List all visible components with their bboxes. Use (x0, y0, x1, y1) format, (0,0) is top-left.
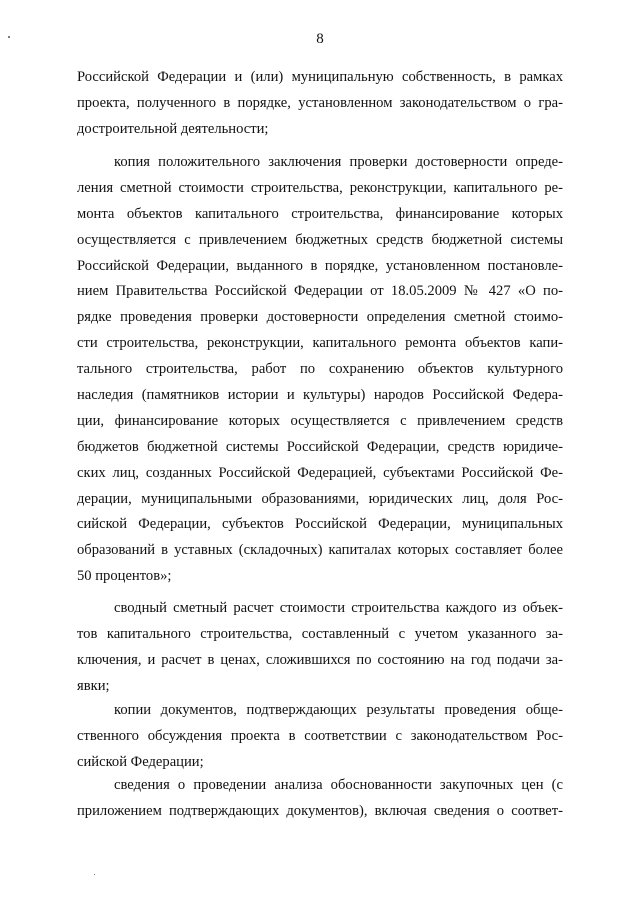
text-line: ции, финансирование которых осуществляется с привлечением средств (77, 412, 563, 429)
page-number: 8 (316, 31, 324, 47)
text-line: достроительной деятельности; (77, 120, 269, 137)
text-line: нием Правительства Российской Федерации от 18.05.2009 № 427 «О по- (77, 283, 563, 300)
text-line: сти строительства, реконструкции, капитального ремонта объектов капи- (77, 335, 563, 352)
text-line: осуществляется с привлечением бюджетных средств бюджетной системы (77, 231, 563, 248)
scan-speck (94, 874, 95, 875)
text-line: проекта, полученного в порядке, установленном законодательством о гра- (77, 94, 563, 111)
text-line: явки; (77, 677, 110, 694)
text-line: сийской Федерации, субъектов Российской Федерации, муниципальных (77, 516, 563, 533)
text-line: Российской Федерации и (или) муниципальную собственность, в рамках (77, 69, 563, 85)
text-line: ления сметной стоимости строительства, реконструкции, капитального ре- (77, 179, 563, 196)
text-line: 50 процентов»; (77, 568, 172, 585)
text-line: дерации, муниципальными образованиями, юридических лиц, доля Рос- (77, 490, 563, 507)
text-line: образований в уставных (складочных) капиталах которых составляет более (77, 542, 563, 559)
paragraph-5 (77, 773, 563, 825)
text-line: ских лиц, созданных Российской Федерацией, субъектами Российской Фе- (77, 464, 563, 481)
paragraph-4 (77, 698, 563, 776)
text-line: Российской Федерации, выданного в порядке, установленном постановле- (77, 257, 563, 274)
text-line: сийской Федерации; (77, 753, 204, 770)
paragraph-1 (77, 65, 563, 143)
text-line: ключения, и расчет в ценах, сложившихся по состоянию на год подачи за- (77, 651, 563, 668)
text-line: бюджетов бюджетной системы Российской Федерации, средств юридиче- (77, 438, 563, 455)
text-line: тов капитального строительства, составленный с учетом указанного за- (77, 625, 563, 642)
text-line: сводный сметный расчет стоимости строительства каждого из объек- (114, 600, 563, 616)
text-line: монта объектов капитального строительства, финансирование которых (77, 205, 563, 222)
text-line: наследия (памятников истории и культуры) народов Российской Федера- (77, 387, 563, 404)
text-line: копия положительного заключения проверки достоверности опреде- (114, 154, 563, 170)
text-line: копии документов, подтверждающих результаты проведения обще- (114, 702, 563, 718)
paragraph-3 (77, 596, 563, 700)
text-line: сведения о проведении анализа обоснованности закупочных цен (с (114, 777, 563, 793)
paragraph-2 (77, 150, 563, 590)
text-line: тального строительства, работ по сохранению объектов культурного (77, 361, 563, 378)
text-line: ственного обсуждения проекта в соответствии с законодательством Рос- (77, 727, 563, 744)
text-line: рядке проведения проверки достоверности определения сметной стоимо- (77, 309, 563, 326)
text-line: приложением подтверждающих документов), включая сведения о соответ- (77, 802, 563, 819)
